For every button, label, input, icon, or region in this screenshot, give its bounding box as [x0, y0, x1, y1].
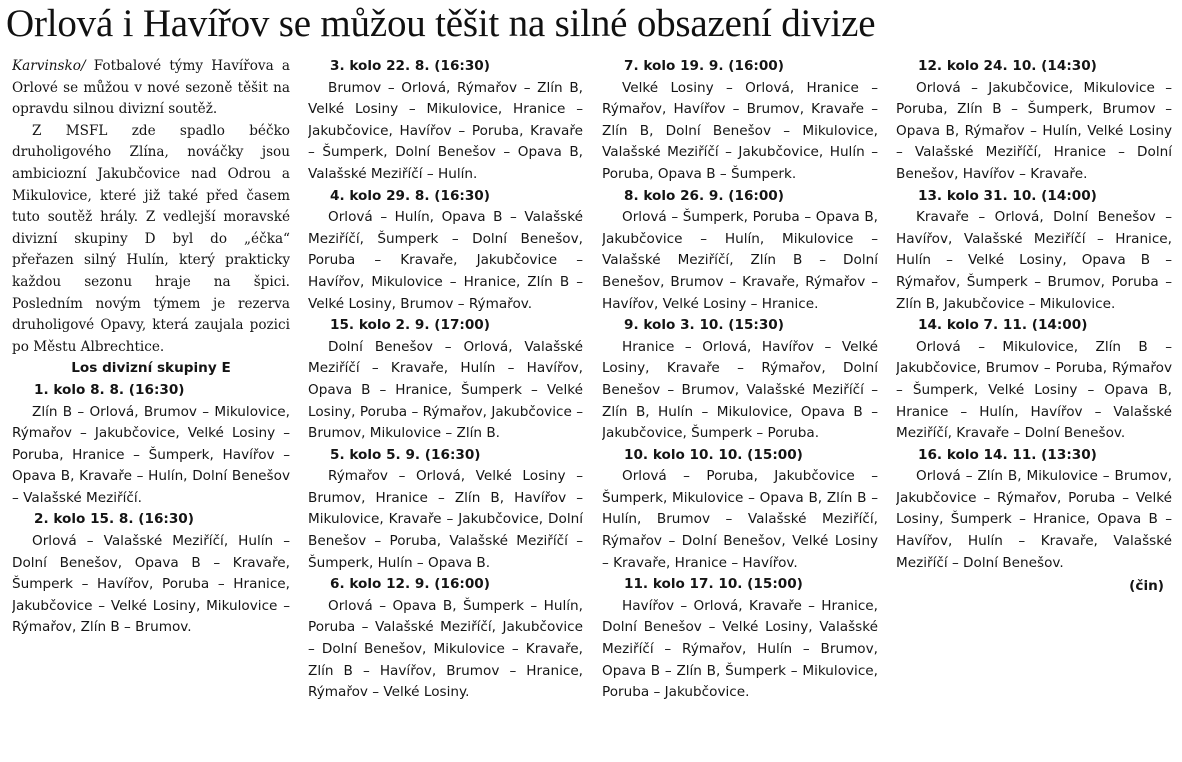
round-matches: Orlová – Zlín B, Mikulovice – Brumov, Jakubčovice – Rýmařov, Poruba – Velké Losiny, Šumperk – Hranice, Opava B – Havířov, Hulín – Kravaře, Valašské Meziříčí – Dolní Benešov. — [896, 468, 1172, 571]
column-4 — [896, 56, 1172, 762]
round-matches: Orlová – Poruba, Jakubčovice – Šumperk, Mikulovice – Opava B, Zlín B – Hulín, Brumov – Valašské Meziříčí, Rýmařov – Dolní Benešov, Velké Losiny – Kravaře, Hranice – Havířov. — [602, 468, 878, 571]
column-3 — [602, 56, 878, 762]
round-title: 1. kolo 8. 8. (16:30) — [34, 381, 185, 398]
round-matches: Orlová – Opava B, Šumperk – Hulín, Poruba – Valašské Meziříčí, Jakubčovice – Dolní Benešov, Mikulovice – Kravaře, Zlín B – Havířov, Brumov – Hranice, Rýmařov – Velké Losiny. — [308, 597, 583, 701]
round-matches: Kravaře – Orlová, Dolní Benešov – Havířov, Valašské Meziříčí – Hranice, Hulín – Velké Losiny, Opava B – Rýmařov, Šumperk – Brumov, Poruba – Zlín B, Jakubčovice – Mikulovice. — [896, 209, 1172, 312]
round-title: 11. kolo 17. 10. (15:00) — [624, 576, 803, 593]
round-matches: Havířov – Orlová, Kravaře – Hranice, Dolní Benešov – Velké Losiny, Valašské Meziříčí – Rýmařov, Hulín – Brumov, Opava B – Zlín B, Šumperk – Mikulovice, Poruba – Jakubčovice. — [602, 597, 878, 701]
round-title: 4. kolo 29. 8. (16:30) — [330, 187, 490, 204]
column-2 — [308, 56, 583, 762]
round-title: 2. kolo 15. 8. (16:30) — [34, 511, 194, 528]
round-matches: Brumov – Orlová, Rýmařov – Zlín B, Velké Losiny – Mikulovice, Hranice – Jakubčovice, Havířov – Poruba, Kravaře – Šumperk, Dolní Benešov – Opava B, Valašské Meziříčí – Hulín. — [308, 79, 583, 182]
round-matches: Zlín B – Orlová, Brumov – Mikulovice, Rýmařov – Jakubčovice, Velké Losiny – Poruba, Hranice – Šumperk, Havířov – Opava B, Kravaře – Hulín, Dolní Benešov – Valašské Meziříčí. — [12, 403, 290, 506]
round-title: 12. kolo 24. 10. (14:30) — [918, 58, 1097, 74]
round-matches: Orlová – Mikulovice, Zlín B – Jakubčovice, Brumov – Poruba, Rýmařov – Šumperk, Velké Losiny – Opava B, Hranice – Hulín, Havířov – Valašské Meziříčí, Kravaře – Dolní Benešov. — [896, 338, 1172, 442]
round-matches: Orlová – Šumperk, Poruba – Opava B, Jakubčovice – Hulín, Mikulovice – Valašské Meziříčí, Zlín B – Dolní Benešov, Brumov – Kravaře, Rýmařov – Havířov, Velké Losiny – Hranice. — [602, 209, 878, 312]
lead-text: Fotbalové týmy Havířova a Orlové se můžou v nové sezoně těšit na opravdu silnou divizní soutěž. — [12, 58, 290, 118]
round-title: 9. kolo 3. 10. (15:30) — [624, 317, 784, 334]
place-label: Karvinsko/ — [12, 58, 86, 74]
round-matches: Dolní Benešov – Orlová, Valašské Meziříčí – Kravaře, Hulín – Havířov, Opava B – Hranice, Šumperk – Velké Losiny, Poruba – Rýmařov, Jakubčovice – Brumov, Mikulovice – Zlín B. — [308, 338, 583, 442]
round-title: 5. kolo 5. 9. (16:30) — [330, 446, 481, 463]
body-paragraph: Z MSFL zde spadlo béčko druholigového Zlína, nováčky jsou ambiciozní Jakubčovice nad Odrou a Mikulovice, které již také před časem tuto soutěž hrály. Z vedlejší moravské divizní skupiny D byl do „éčka“ přeřazen silný Hulín, který prakticky každou sezonu hraje na špici. Posledním novým týmem je rezerva druholigové Opavy, která zaujala pozici po Městu Albrechtice. — [12, 122, 290, 355]
round-matches: Rýmařov – Orlová, Velké Losiny – Brumov, Hranice – Zlín B, Havířov – Mikulovice, Kravaře – Jakubčovice, Dolní Benešov – Poruba, Valašské Meziříčí – Šumperk, Hulín – Opava B. — [308, 468, 583, 571]
round-matches: Velké Losiny – Orlová, Hranice – Rýmařov, Havířov – Brumov, Kravaře – Zlín B, Dolní Benešov – Mikulovice, Valašské Meziříčí – Jakubčovice, Hulín – Poruba, Opava B – Šumperk. — [602, 79, 878, 182]
round-title: 15. kolo 2. 9. (17:00) — [330, 317, 490, 334]
round-title: 7. kolo 19. 9. (16:00) — [624, 58, 784, 74]
round-title: 13. kolo 31. 10. (14:00) — [918, 187, 1097, 204]
lead-paragraph — [12, 56, 290, 121]
round-matches: Orlová – Hulín, Opava B – Valašské Meziříčí, Šumperk – Dolní Benešov, Poruba – Kravaře, Jakubčovice – Havířov, Mikulovice – Hranice, Zlín B – Velké Losiny, Brumov – Rýmařov. — [308, 209, 583, 312]
round-title: 14. kolo 7. 11. (14:00) — [918, 317, 1088, 334]
round-title: 16. kolo 14. 11. (13:30) — [918, 446, 1097, 463]
section-title: Los divizní skupiny E — [71, 360, 231, 377]
round-matches: Hranice – Orlová, Havířov – Velké Losiny, Kravaře – Rýmařov, Dolní Benešov – Brumov, Valašské Meziříčí – Zlín B, Hulín – Mikulovice, Opava B – Jakubčovice, Šumperk – Poruba. — [602, 338, 878, 442]
author-signature: (čin) — [1129, 578, 1164, 595]
round-title: 8. kolo 26. 9. (16:00) — [624, 187, 784, 204]
column-1 — [12, 56, 290, 762]
round-title: 10. kolo 10. 10. (15:00) — [624, 446, 803, 463]
round-title: 6. kolo 12. 9. (16:00) — [330, 576, 490, 593]
round-matches: Orlová – Jakubčovice, Mikulovice – Poruba, Zlín B – Šumperk, Brumov – Opava B, Rýmařov – Hulín, Velké Losiny – Valašské Meziříčí, Hranice – Dolní Benešov, Havířov – Kravaře. — [896, 79, 1172, 182]
round-title: 3. kolo 22. 8. (16:30) — [330, 58, 490, 74]
round-matches: Orlová – Valašské Meziříčí, Hulín – Dolní Benešov, Opava B – Kravaře, Šumperk – Havířov, Poruba – Hranice, Jakubčovice – Velké Losiny, Mikulovice – Rýmařov, Zlín B – Brumov. — [12, 533, 290, 636]
headline: Orlová i Havířov se můžou těšit na silné obsazení divize — [6, 2, 876, 45]
